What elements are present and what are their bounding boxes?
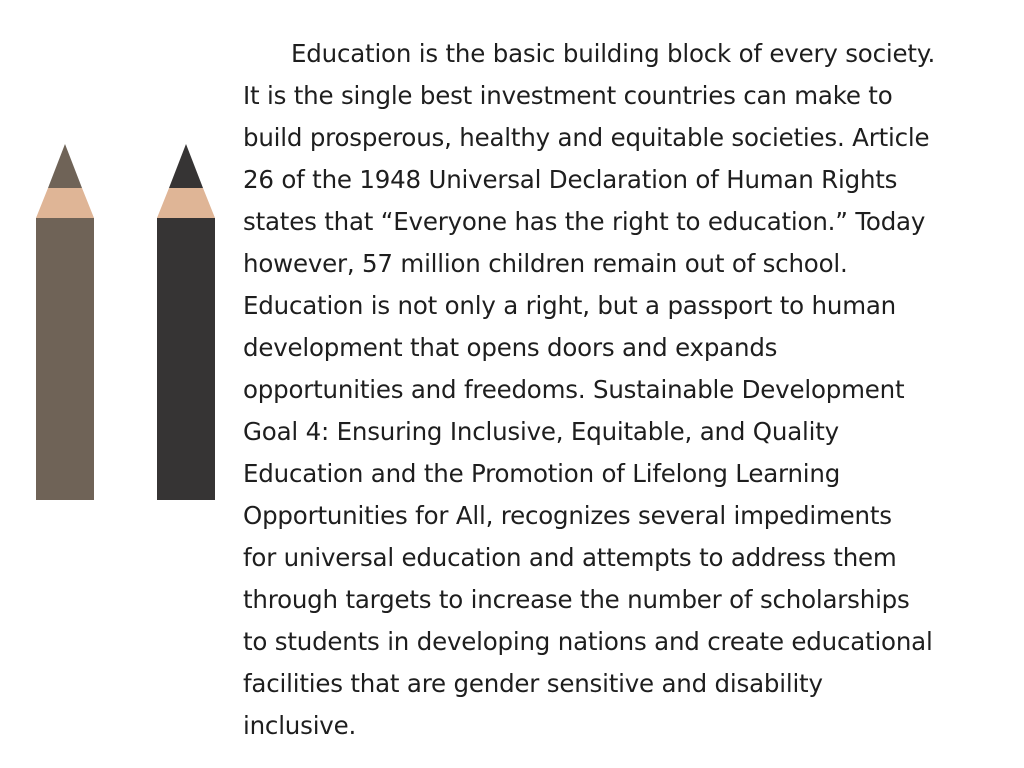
paragraph-line: through targets to increase the number of scholarships (243, 585, 910, 614)
paragraph-line: however, 57 million children remain out of school. (243, 249, 848, 278)
pencil-1-tip (48, 144, 82, 188)
paragraph-line: Opportunities for All, recognizes several impediments (243, 501, 892, 530)
pencil-2-wood (157, 188, 215, 218)
paragraph-line: It is the single best investment countries can make to (243, 81, 893, 110)
paragraph-line: to students in developing nations and create educational (243, 627, 933, 656)
pencil-2-graphic (157, 144, 215, 500)
pencil-1-graphic (36, 144, 94, 500)
pencil-2-tip (169, 144, 203, 188)
pencil-1-wood (36, 188, 94, 218)
paragraph-line: 26 of the 1948 Universal Declaration of Human Rights (243, 165, 898, 194)
paragraph-line: Goal 4: Ensuring Inclusive, Equitable, and Quality (243, 417, 839, 446)
paragraph-line: Education and the Promotion of Lifelong Learning (243, 459, 841, 488)
paragraph-line: opportunities and freedoms. Sustainable Development (243, 375, 905, 404)
paragraph-line: for universal education and attempts to address them (243, 543, 897, 572)
paragraph-line: inclusive. (243, 711, 357, 740)
body-paragraph (243, 33, 1018, 747)
paragraph-line: build prosperous, healthy and equitable societies. Article (243, 123, 930, 152)
pencil-2-body (157, 218, 215, 500)
paragraph-line: Education is not only a right, but a passport to human (243, 291, 897, 320)
paragraph-line: facilities that are gender sensitive and disability (243, 669, 823, 698)
pencil-icon (36, 144, 94, 500)
pencil-1-body (36, 218, 94, 500)
paragraph-line: Education is the basic building block of every society. (291, 39, 936, 68)
paragraph-line: development that opens doors and expands (243, 333, 778, 362)
pencil-icon (157, 144, 215, 500)
paragraph-line: states that “Everyone has the right to education.” Today (243, 207, 926, 236)
